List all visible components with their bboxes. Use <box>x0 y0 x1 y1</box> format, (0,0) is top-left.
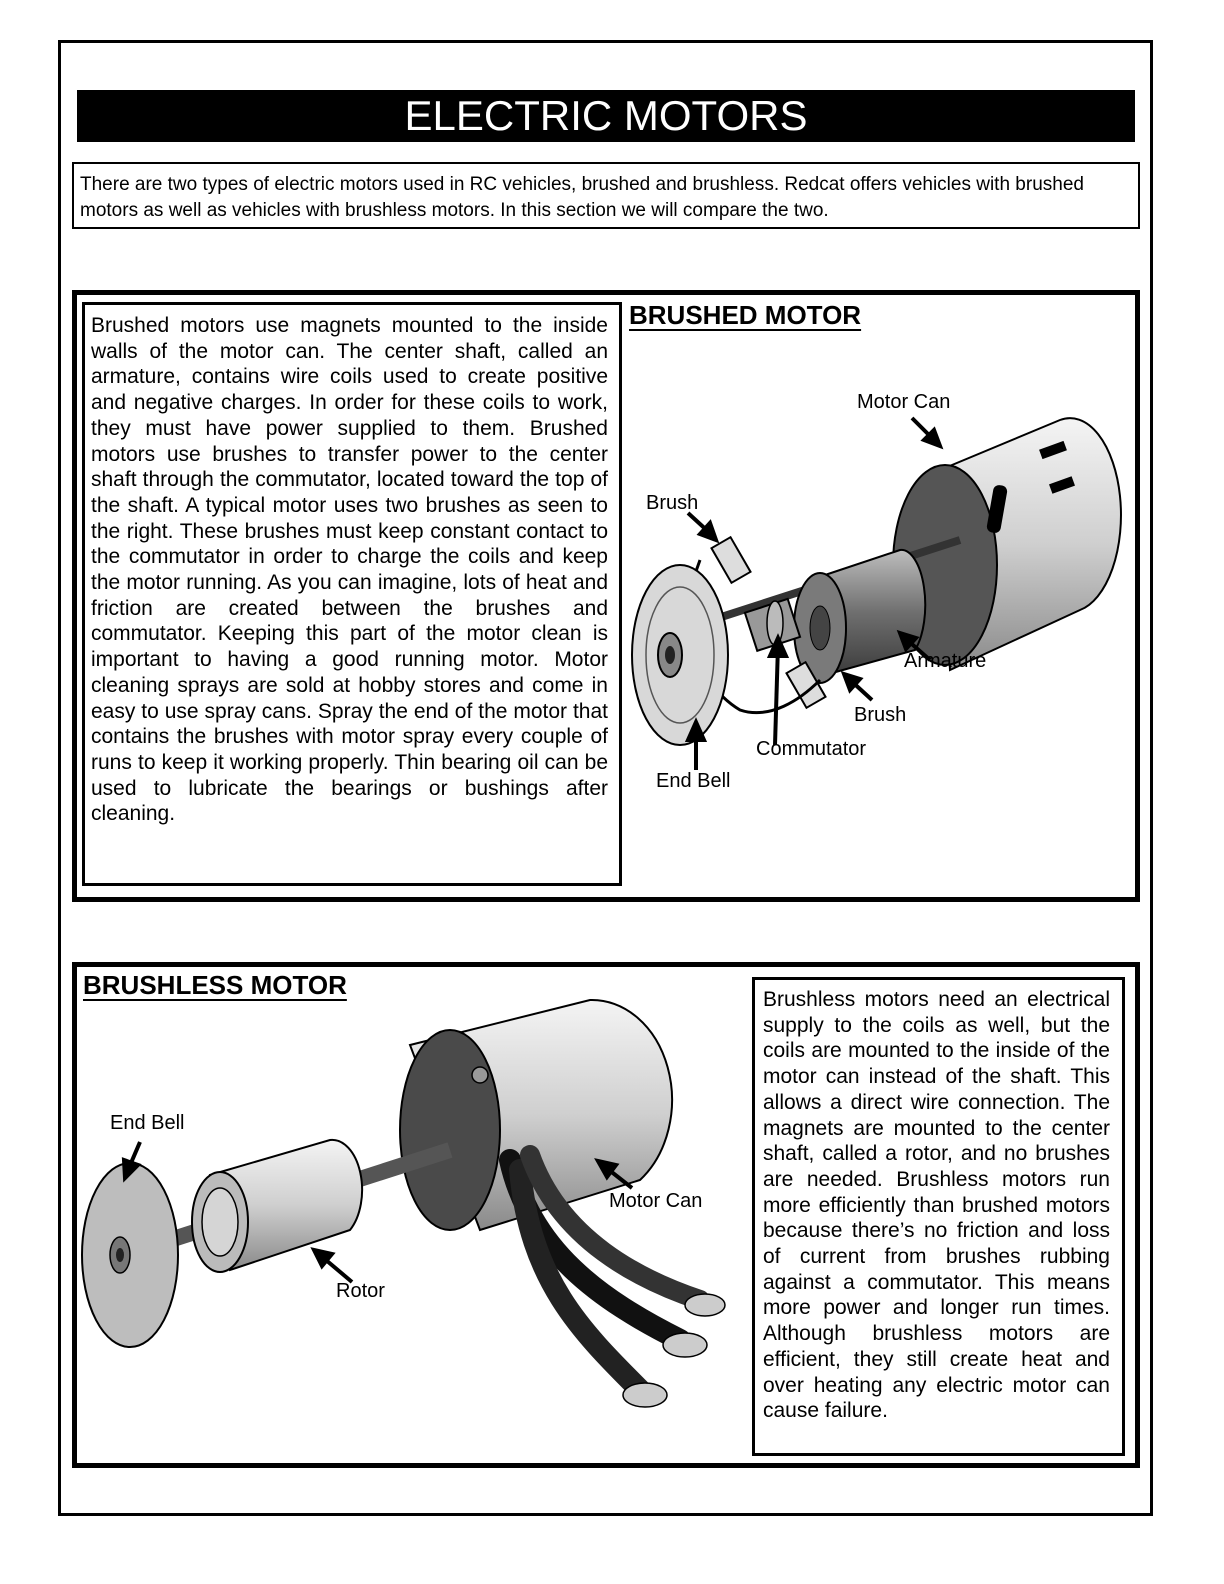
brushed-label-brush-bottom: Brush <box>854 704 907 726</box>
brushed-label-commutator: Commutator <box>756 738 867 760</box>
brushless-motor-illustration <box>80 1000 750 1460</box>
brushless-label-rotor: Rotor <box>336 1280 385 1302</box>
brushless-motor-heading: BRUSHLESS MOTOR <box>83 970 347 1000</box>
brushless-end-bell-shape <box>82 1163 178 1347</box>
brushed-label-armature: Armature <box>904 650 987 672</box>
brushed-label-motor-can: Motor Can <box>857 391 951 413</box>
brushed-label-end-bell: End Bell <box>656 770 731 792</box>
motor-can-shape <box>893 417 1121 670</box>
brushed-motor-illustration <box>620 380 1140 800</box>
rotor-shape <box>192 1140 362 1272</box>
end-bell-shape <box>632 565 728 745</box>
brushless-label-end-bell: End Bell <box>110 1112 185 1134</box>
brushed-label-brush-top: Brush <box>646 492 699 514</box>
page-title: ELECTRIC MOTORS <box>77 90 1135 142</box>
brushless-label-motor-can: Motor Can <box>609 1190 703 1212</box>
brushed-motor-heading: BRUSHED MOTOR <box>629 300 862 330</box>
intro-paragraph: There are two types of electric motors used in RC vehicles, brushed and brushless. Redcat offers vehicles with brushed motors as well as vehicles with brushless motors. In this section we will compare the two. <box>72 162 1140 229</box>
brushed-motor-description: Brushed motors use magnets mounted to the inside walls of the motor can. The center shaft, called an armature, contains wire coils used to create positive and negative charges. In order for these coils to work, they must have power supplied to them. Brushed motors use brushes to transfer power to the center shaft through the commutator, located toward the top of the shaft. A typical motor uses two brushes as seen to the right. These brushes must keep constant contact to the commutator in order to charge the coils and keep the motor running. As you can imagine, lots of heat and friction are created between the brushes and commutator. Keeping this part of the motor clean is important to having a good running motor. Motor cleaning sprays are sold at hobby stores and come in easy to use spray cans. Spray the end of the motor that contains the brushes with motor spray every couple of runs to keep it working properly. Thin bearing oil can be used to lubricate the bearings or bushings after cleaning. <box>82 302 622 886</box>
brushless-motor-description: Brushless motors need an electrical supply to the coils as well, but the coils are mounted to the inside of the motor can instead of the shaft. This allows a direct wire connection. The magnets are mounted to the center shaft, called a rotor, and no brushes are needed. Brushless motors run more efficiently than brushed motors because there’s no friction and loss of current from brushes rubbing against a commutator. This means more power and longer run times. Although brushless motors are efficient, they still create heat and over heating any electric motor can cause failure. <box>752 977 1125 1456</box>
